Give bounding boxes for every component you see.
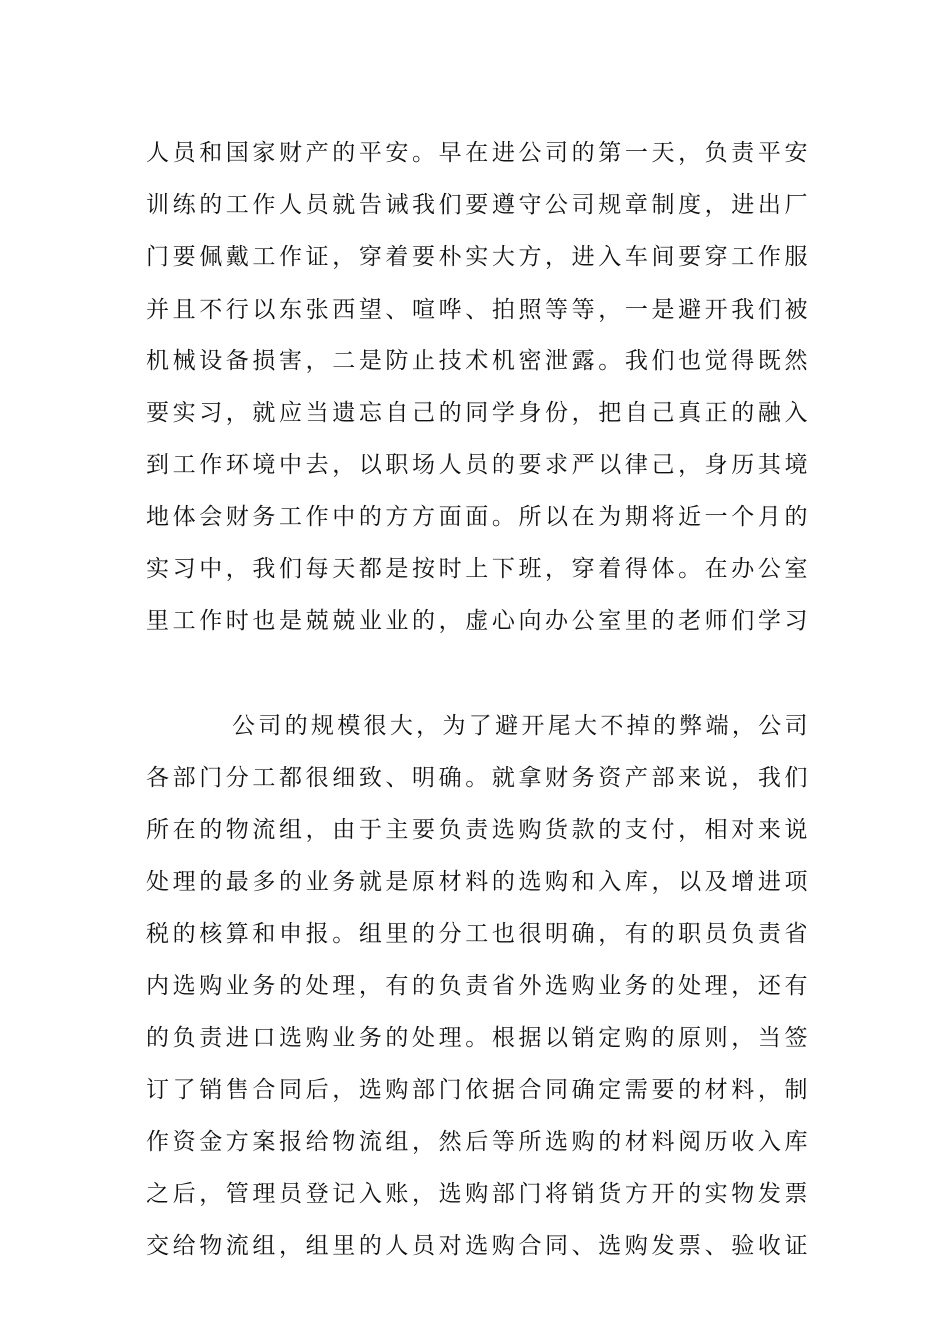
- text-line: 到工作环境中去，以职场人员的要求严以律己，身历其境: [146, 452, 808, 478]
- text-line: 人员和国家财产的平安。早在进公司的第一天，负责平安: [146, 140, 808, 166]
- text-line: 公司的规模很大，为了避开尾大不掉的弊端，公司: [232, 713, 808, 739]
- text-line: 作资金方案报给物流组，然后等所选购的材料阅历收入库: [146, 1129, 808, 1155]
- text-line: 的负责进口选购业务的处理。根据以销定购的原则，当签: [146, 1025, 808, 1051]
- text-line: 内选购业务的处理，有的负责省外选购业务的处理，还有: [146, 973, 808, 999]
- text-line: 订了销售合同后，选购部门依据合同确定需要的材料，制: [146, 1077, 808, 1103]
- text-line: 并且不行以东张西望、喧哗、拍照等等，一是避开我们被: [146, 297, 808, 323]
- text-line: 各部门分工都很细致、明确。就拿财务资产部来说，我们: [146, 765, 808, 791]
- text-line: 实习中，我们每天都是按时上下班，穿着得体。在办公室: [146, 556, 808, 582]
- text-line: 里工作时也是兢兢业业的，虚心向办公室里的老师们学习: [146, 608, 808, 634]
- text-line: 机械设备损害，二是防止技术机密泄露。我们也觉得既然: [146, 348, 808, 374]
- text-line: 所在的物流组，由于主要负责选购货款的支付，相对来说: [146, 817, 808, 843]
- text-line: 门要佩戴工作证，穿着要朴实大方，进入车间要穿工作服: [146, 244, 808, 270]
- text-line: 交给物流组，组里的人员对选购合同、选购发票、验收证: [146, 1233, 808, 1259]
- text-line: 训练的工作人员就告诫我们要遵守公司规章制度，进出厂: [146, 192, 808, 218]
- text-line: 处理的最多的业务就是原材料的选购和入库，以及增进项: [146, 869, 808, 895]
- text-line: 要实习，就应当遗忘自己的同学身份，把自己真正的融入: [146, 400, 808, 426]
- text-line: 地体会财务工作中的方方面面。所以在为期将近一个月的: [146, 504, 808, 530]
- text-line: 之后，管理员登记入账，选购部门将销货方开的实物发票: [146, 1181, 808, 1207]
- text-line: 税的核算和申报。组里的分工也很明确，有的职员负责省: [146, 921, 808, 947]
